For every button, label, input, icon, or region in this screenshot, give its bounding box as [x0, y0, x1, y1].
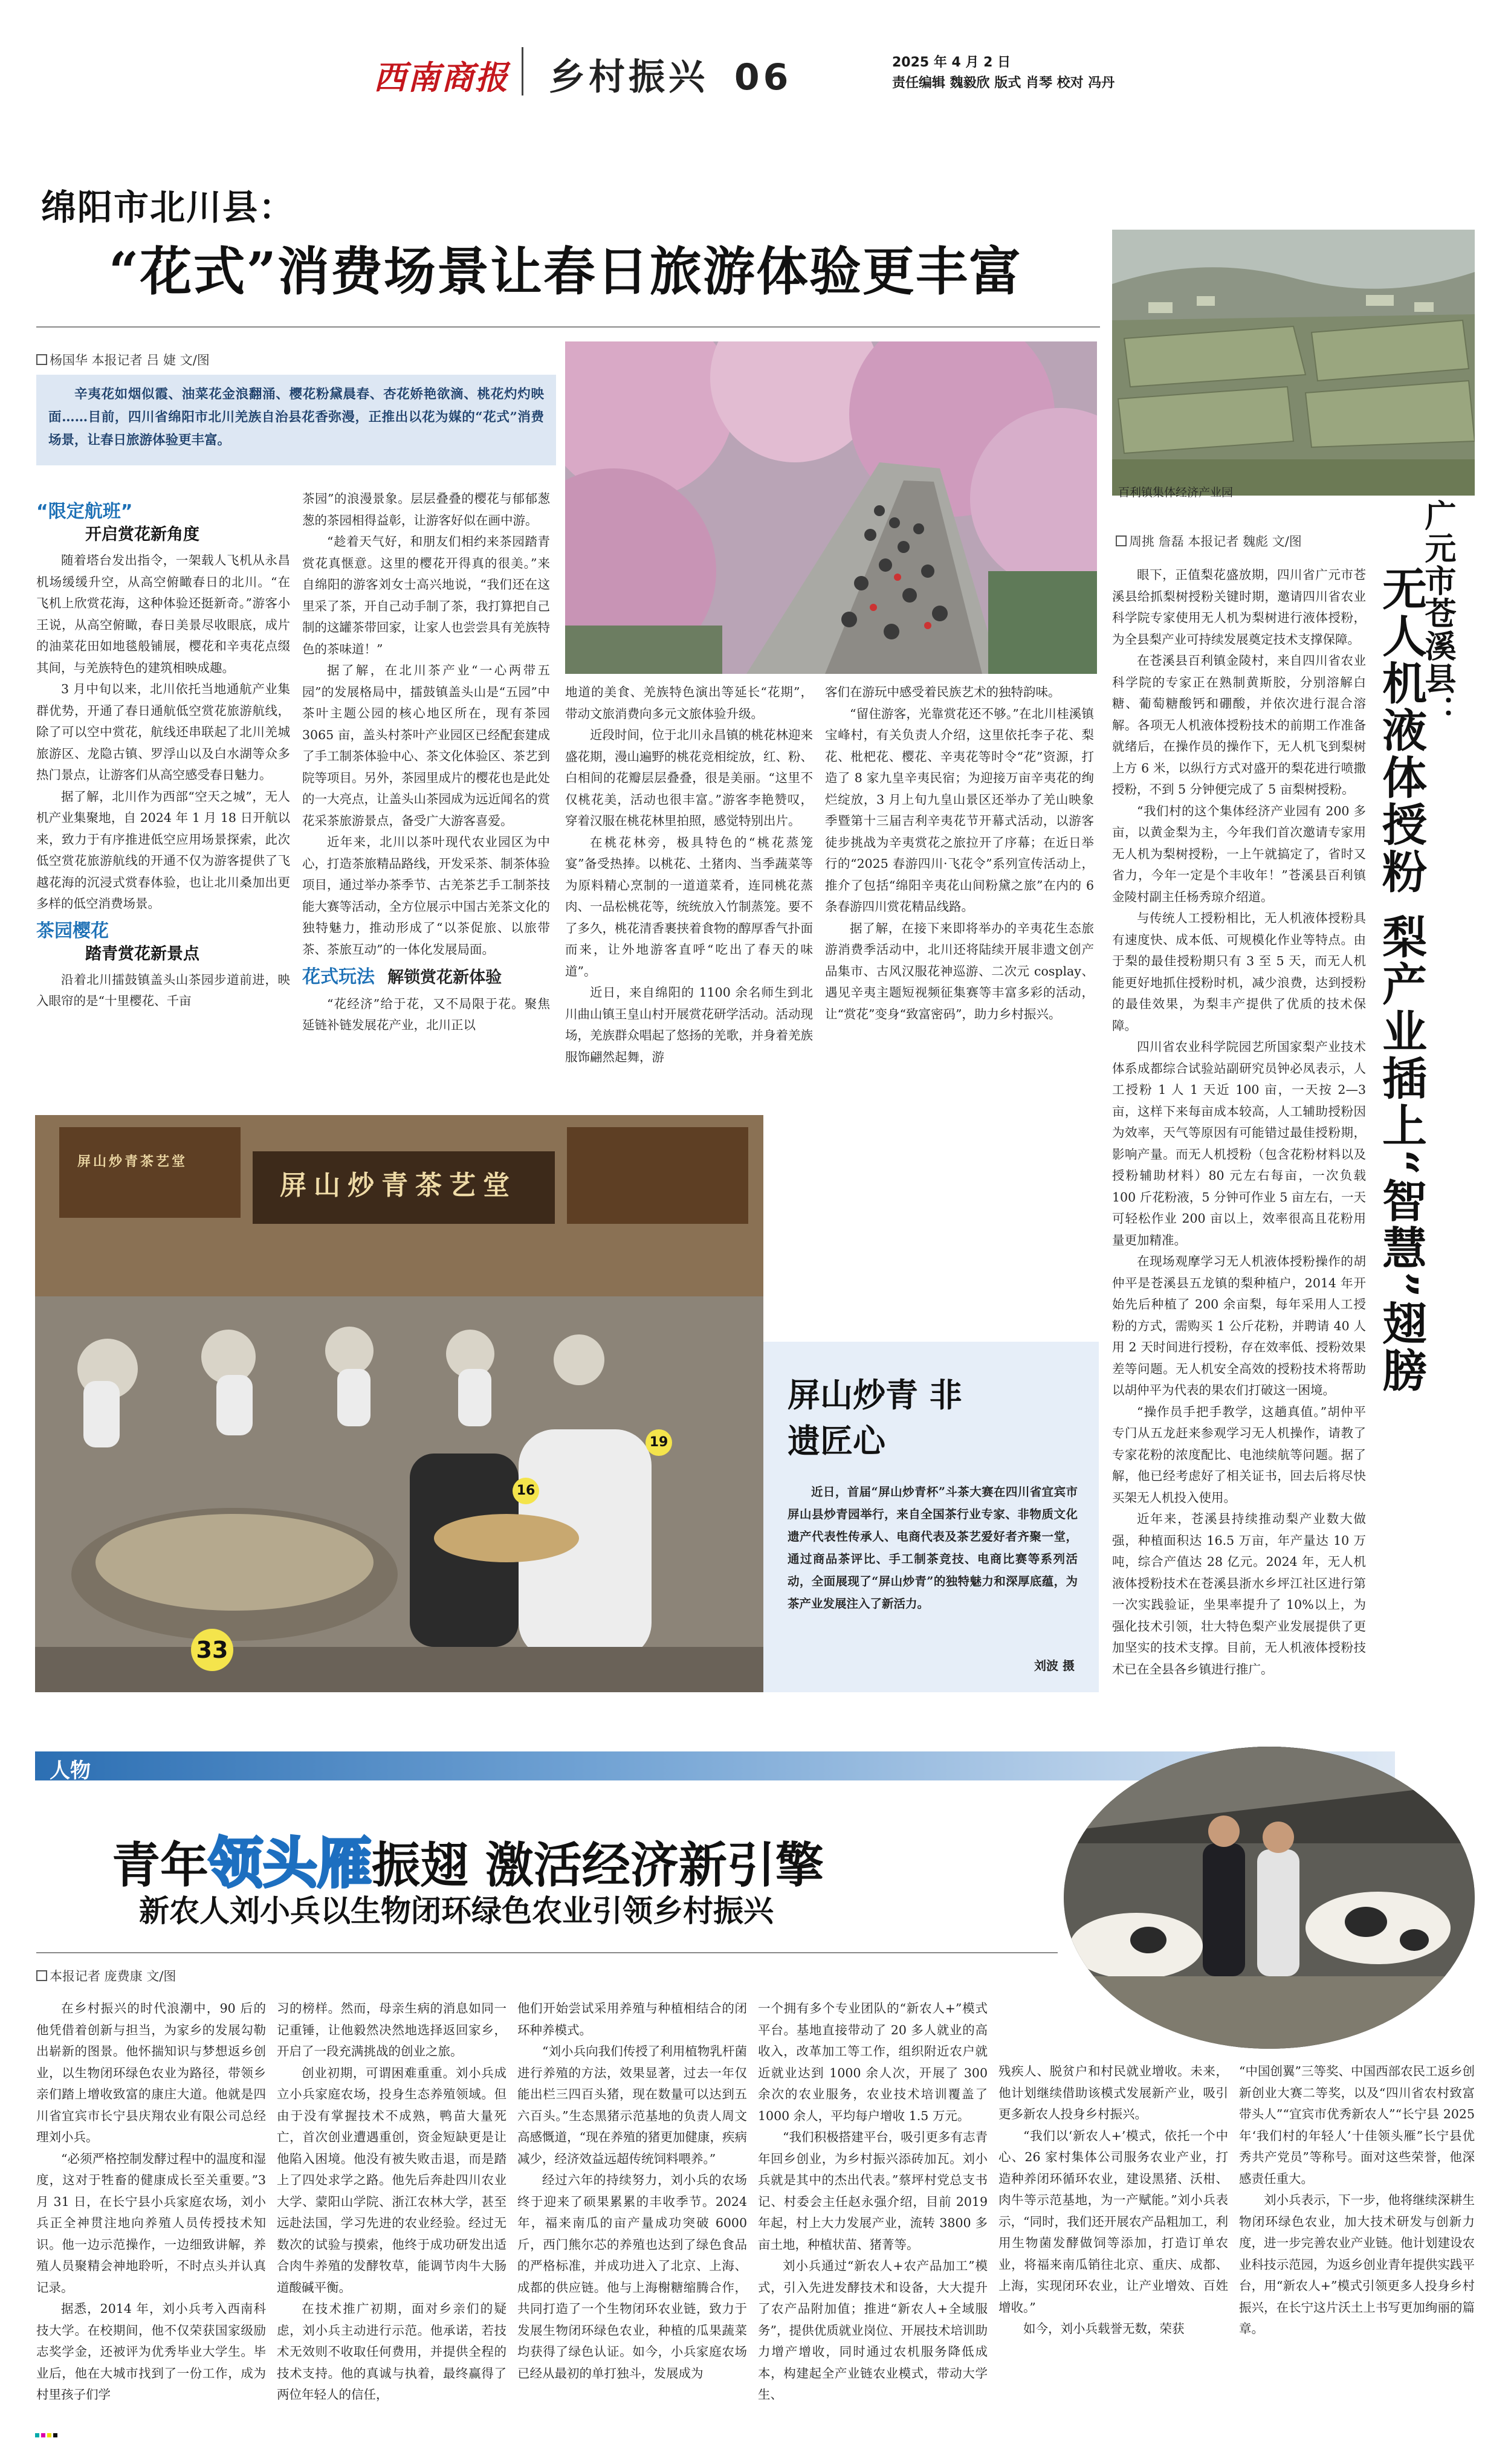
- paragraph: 习的榜样。然而，母亲生病的消息如同一记重锤，让他毅然决然地选择返回家乡，开启了一段充满挑战的创业之旅。: [277, 2001, 506, 2058]
- tea-sign-left: 屏山炒青茶艺堂: [77, 1154, 188, 1169]
- article2-byline: 周挑 詹磊 本报记者 魏彪 文/图: [1116, 532, 1302, 550]
- article1-col2: [302, 488, 550, 1105]
- blossom-illustration: [565, 341, 1097, 674]
- contestant-number: 16: [513, 1478, 539, 1504]
- article1-byline: 杨国华 本报记者 吕 婕 文/图: [36, 351, 210, 369]
- paragraph: 在乡村振兴的时代浪潮中，90 后的他凭借着创新与担当，为家乡的发展勾勒出崭新的图景。他怀揣知识与梦想返乡创业，以生物闭环绿色农业为路径，带领乡亲们踏上增收致富的康庄大道。他就是四川省宜宾市长宁县庆翔农业有限公司总经理刘小兵。: [36, 2001, 266, 2144]
- article3-col3: [517, 1998, 747, 2415]
- paragraph: 客们在游玩中感受着民族艺术的独特韵味。: [825, 685, 1061, 699]
- paragraph: “留住游客，光靠赏花还不够。”在北川桂溪镇宝峰村，有关负责人介绍，这里依托李子花、梨花、枇杷花、樱花、辛夷花等时令“花”资源，打造了 8 家九皇辛夷民宿；为迎接万亩辛夷花的绚烂绽放，3 月上旬九皇山景区还举办了羌山映象季暨第十三届吉利辛夷花节开幕式活动，以游客徒步挑战为辛夷赏花之旅拉开了序幕；在近日举行的“2025 春游四川·飞花令”系列宣传活动上，推介了包括“绵阳辛夷花山间粉黛之旅”在内的 6 条春游四川赏花精品线路。: [825, 706, 1094, 914]
- title-highlight: 领头雁: [209, 1831, 372, 1895]
- photo-tea-competition: [35, 1115, 763, 1692]
- article3-col5: [998, 2061, 1228, 2415]
- article1-rule: [36, 326, 1100, 328]
- article1-col4: [825, 682, 1094, 1105]
- mark-cyan: [35, 2433, 39, 2437]
- paragraph: 在苍溪县百利镇金陵村，来自四川省农业科学院的专家正在熟制黄斯胶，分别溶解白糖、葡萄糖酸钙和硼酸，并依次进行混合溶解。各项无人机液体授粉技术的前期工作准备就绪后，在操作员的操作下，无人机飞到梨树上方 6 米，以纵行方式对盛开的梨花进行喷撒授粉，不到 5 分钟便完成了 5 亩梨树授粉。: [1112, 653, 1366, 797]
- paragraph: 在技术推广初期，面对乡亲们的疑虑，刘小兵主动进行示范。他承诺，若技术无效则不收取任何费用，并提供全程的技术支持。他的真诚与执着，最终赢得了两位年轻人的信任，: [277, 2301, 506, 2402]
- subhead-cherry-key: 茶园樱花: [36, 920, 109, 942]
- paragraph: 近年来，北川以茶叶现代农业园区为中心，打造茶旅精品路线，开发采茶、制茶体验项目，通过举办茶季节、古羌茶艺手工制茶技能大赛等活动，全方位展示中国古羌茶文化的独特魅力，推动形成了“以茶促旅、以旅带茶、茶旅互动”的一体化发展局面。: [302, 835, 550, 957]
- mark-black: [53, 2433, 57, 2437]
- masthead: [35, 39, 1487, 105]
- pingshan-title: 屏山炒青 非遗匠心: [788, 1376, 962, 1460]
- paragraph: “操作员手把手教学，这趟真值。”胡仲平专门从五龙赶来参观学习无人机操作，请教了专家花粉的浓度配比、电池续航等问题。据了解，他已经考虑好了相关证书，回去后将尽快买架无人机投入使用。: [1112, 1404, 1366, 1505]
- paragraph: 一个拥有多个专业团队的“新农人+”模式平台。基地直接带动了 20 多人就业的高收入，改革加工等工作，组织附近农户就近就业达到 1000 余人次，开展了 300 余次的农业服务，农业技术培训覆盖了 1000 余人，平均每户增收 1.5 万元。: [758, 2001, 988, 2123]
- paragraph: 近年来，苍溪县持续推动梨产业数大做强，种植面积达 16.5 万亩，年产量达 10 万吨，综合产值达 28 亿元。2024 年，无人机液体授粉技术在苍溪县浙水乡坪江社区进行第一次实践验证，坐果率提升了 10%以上，为强化技术引领，壮大特色梨产业发展提供了更加坚实的技术支撑。目前，无人机液体授粉技术已在全县各乡镇进行推广。: [1112, 1512, 1366, 1677]
- paragraph: 刘小兵通过“新农人+农产品加工”模式，引入先进发酵技术和设备，大大提升了农产品附加值；推进“新农人+全域服务”，提供优质就业岗位、开展技术培训助力增产增收，同时通过农机服务降低成本，构建起全产业链农业模式，带动大学生、: [758, 2259, 988, 2402]
- paragraph: 在现场观摩学习无人机液体授粉操作的胡仲平是苍溪县五龙镇的梨种植户，2014 年开始先后种植了 200 余亩梨，每年采用人工授粉的方式，需购买 1 公斤花粉，并聘请 40 人用 2 天时间进行授粉，存在效率低、授粉效果差等问题。无人机安全高效的授粉技术将帮助以胡仲平为代表的果农们打破这一困境。: [1112, 1254, 1366, 1397]
- article1-col1: [36, 500, 290, 1105]
- article3-col6: [1239, 2061, 1475, 2415]
- paragraph: 沿着北川擂鼓镇盖头山茶园步道前进，映入眼帘的是“十里樱花、千亩: [36, 972, 290, 1008]
- section-title: [549, 48, 792, 100]
- paragraph: 地道的美食、羌族特色演出等延长“花期”，带动文旅消费向多元文旅体验升级。: [565, 685, 813, 721]
- article3-col2: [277, 1998, 506, 2415]
- paragraph: “刘小兵向我们传授了利用植物乳杆菌进行养殖的方法，效果显著，过去一年仅能出栏三四百头猪，现在数量可以达到五六百头。”生态黑猪示范基地的负责人周文高感慨道，“现在养殖的猪更加健康，疾病减少，经济效益远超传统饲料喂养。”: [517, 2044, 747, 2166]
- paragraph: 据了解，北川作为西部“空天之城”，无人机产业集聚地，自 2024 年 1 月 18 日开航以来，致力于有序推进低空应用场景探索，此次低空赏花旅游航线的开通不仅为游客提供了飞越花海的沉浸式赏春体验，也让北川桑加出更多样的低空消费场景。: [36, 789, 290, 911]
- subhead-play-key: 花式玩法: [302, 966, 375, 988]
- article3-col4: [758, 1998, 988, 2415]
- subhead-flight-sub: 开启赏花新角度: [85, 525, 199, 544]
- paragraph: 在桃花林旁，极具特色的“桃花蒸笼宴”备受热捧。以桃花、土猪肉、当季蔬菜等为原料精心烹制的一道道菜肴，连同桃花蒸肉、一品松桃花等，统统放入竹制蒸笼。要不了多久，桃花清香裹挟着食物的醇厚香气扑面而来，让外地游客直呼“吃出了春天的味道”。: [565, 835, 813, 978]
- subhead-play-sub: 解锁赏花新体验: [387, 968, 502, 987]
- title-pre: 青年: [112, 1837, 209, 1893]
- paragraph: 茶园”的浪漫景象。层层叠叠的樱花与郁郁葱葱的茶园相得益彰，让游客好似在画中游。: [302, 491, 550, 528]
- tea-sign: 屏山炒青茶艺堂: [280, 1170, 517, 1201]
- paragraph: 与传统人工授粉相比，无人机液体授粉具有速度快、成本低、可规模化作业等特点。由于梨的最佳授粉期只有 3 至 5 天，而无人机能更好地抓住授粉时机，减少浪费，达到授粉的最佳效果，为梨丰产提供了优质的技术保障。: [1112, 911, 1366, 1033]
- paragraph: “必须严格控制发酵过程中的温度和湿度，这对于牲畜的健康成长至关重要。”3 月 31 日，在长宁县小兵家庭农场，刘小兵正全神贯注地向养殖人员传授技术知识。他一边示范操作，一边细致讲解，养殖人员聚精会神地聆听，不时点头并认真记录。: [36, 2151, 266, 2295]
- paragraph: “我们村的这个集体经济产业园有 200 多亩，以黄金梨为主，今年我们首次邀请专家用无人机为梨树授粉，一上午就搞定了，省时又省力，今年一定是个丰收年！”苍溪县百利镇金陵村副主任杨秀琼介绍道。: [1112, 803, 1366, 904]
- orchard-illustration: [1112, 230, 1475, 496]
- paragraph: “花经济”给于花，又不局限于花。聚焦延链补链发展花产业，北川正以: [302, 996, 550, 1032]
- paragraph: 随着塔台发出指令，一架载人飞机从永昌机场缓缓升空，从高空俯瞰春日的北川。“在飞机上欣赏花海，这种体验还挺新奇。”游客小王说，从高空俯瞰，春日美景尽收眼底，成片的油菜花田如地毯般铺展，樱花和辛夷花点缀其间，与羌族特色的建筑相映成趣。: [36, 553, 290, 675]
- paragraph: 四川省农业科学院园艺所国家梨产业技术体系成都综合试验站副研究员钟必凤表示，人工授粉 1 人 1 天近 100 亩，一天按 2—3 亩，这样下来每亩成本较高，人工辅助授粉因为效率，天气等原因有可能错过最佳授粉期，影响产量。而无人机授粉（包含花粉材料以及授粉辅助材料）80 元左右每亩，一次负载 100 斤花粉液，5 分钟可作业 5 亩左右，一天可轻松作业 200 亩以上，效率很高且花粉用量更加精准。: [1112, 1040, 1366, 1247]
- paragraph: 近段时间，位于北川永昌镇的桃花林迎来盛花期，漫山遍野的桃花竞相绽放，红、粉、白相间的花瓣层层叠叠，很是美丽。“这里不仅桃花美，活动也很丰富。”游客李艳赞叹，穿着汉服在桃花林里拍照，感觉特别出片。: [565, 728, 813, 828]
- photo-cattle-farm: [1064, 1747, 1475, 2049]
- article3-byline: 本报记者 庞费康 文/图: [36, 1967, 176, 1985]
- paragraph: 据了解，在接下来即将举办的辛夷花生态旅游消费季活动中，北川还将陆续开展非遗文创产品集市、古风汉服花神巡游、二次元 cosplay、遇见辛夷主题短视频征集赛等丰富多彩的活动，让“赏花”变身“致富密码”，助力乡村振兴。: [825, 920, 1094, 1021]
- print-marks: [35, 2428, 59, 2440]
- paragraph: 经过六年的持续努力，刘小兵的农场终于迎来了硕果累累的丰收季节。2024 年，福来南瓜的亩产量成功突破 6000 斤，西门熊尔芯的养殖也达到了绿色食品的严格标准，并成功进入了北京、上海、成都的供应链。他与上海榭糖缩腾合作，共同打造了一个生物闭环农业链，致力于发展生物闭环绿色农业，种植的瓜果蔬菜均获得了绿色认证。如今，小兵家庭农场已经从最初的单打独斗，发展成为: [517, 2173, 747, 2381]
- article2-title: [1377, 499, 1474, 1635]
- paragraph: 他们开始尝试采用养殖与种植相结合的闭环种养模式。: [517, 2001, 747, 2037]
- paragraph: 创业初期，可谓困难重重。刘小兵成立小兵家庭农场，投身生态养殖领域。但由于没有掌握技术不成熟，鸭苗大量死亡，首次创业遭遇重创，资金短缺更是让他陷入困境。他没有被失败击退，而是踏上了四处求学之路。他先后奔赴四川农业大学、蒙阳山学院、浙江农林大学，甚至远赴法国，学习先进的农业经验。经过无数次的试验与摸索，他终于成功研发出适合肉牛养殖的发酵牧草，能调节肉牛大肠道酸碱平衡。: [277, 2065, 506, 2295]
- article1-col3: [565, 682, 813, 1105]
- orchard-caption: 百利镇集体经济产业园: [1118, 486, 1234, 499]
- paragraph: 3 月中旬以来，北川依托当地通航产业集群优势，开通了春日通航低空赏花旅游航线，除了可以空中赏花，航线还串联起了北川羌城旅游区、龙隐古镇、罗浮山以及白水湖等众多热门景点，让游客们从高空感受春日魅力。: [36, 682, 290, 782]
- paragraph: 眼下，正值梨花盛放期，四川省广元市苍溪县给抓梨树授粉关键时期，邀请四川省农业科学院专家使用无人机为梨树进行液体授粉，为全县梨产业可持续发展奠定技术支撑保障。: [1112, 567, 1366, 647]
- contestant-number: 33: [191, 1629, 233, 1671]
- paragraph: 残疾人、脱贫户和村民就业增收。未来，他计划继续借助该模式发展新产业，吸引更多新农人投身乡村振兴。: [998, 2064, 1228, 2121]
- paragraph: 据了解，在北川茶产业“一心两带五园”的发展格局中，擂鼓镇盖头山是“五园”中茶叶主题公园的核心地区所在，现有茶园 3065 亩，盖头村茶叶产业园区已经配套建成了手工制茶体验中心、茶文化体验区、茶艺到院等项目。另外，茶园里成片的樱花也是此处的一大亮点，让盖头山茶园成为远近闻名的赏花采茶旅游景点，备受广大游客喜爱。: [302, 663, 550, 828]
- mark-yellow: [47, 2433, 51, 2437]
- article2-headline: 无人机液体授粉 梨产业插上“智慧”翅膀: [1375, 566, 1427, 1394]
- article3-rule: [36, 1952, 1058, 1953]
- photo-pear-orchard: [1112, 230, 1475, 496]
- masthead-divider: [522, 47, 523, 95]
- mark-magenta: [41, 2433, 45, 2437]
- lead-text: 辛夷花如烟似霞、油菜花金浪翻涌、樱花粉黛晨春、杏花娇艳欲滴、桃花灼灼映面……目前，四川省绵阳市北川羌族自治县花香弥漫，正推出以花为媒的“花式”消费场景，让春日旅游体验更丰富。: [48, 387, 544, 448]
- pingshan-text: 近日，首届“屏山炒青杯”斗茶大赛在四川省宜宾市屏山县炒青园举行，来自全国茶行业专家、非物质文化遗产代表性传承人、电商代表及茶艺爱好者齐聚一堂，通过商品茶评比、手工制茶竞技、电商比赛等系列活动，全面展现了“屏山炒青”的独特魅力和深厚底蕴，为茶产业发展注入了新活力。: [788, 1485, 1078, 1611]
- masthead-editors: 责任编辑 魏毅欣 版式 肖琴 校对 冯丹: [892, 76, 1115, 91]
- paragraph: 据悉，2014 年，刘小兵考入西南科技大学。在校期间，他不仅荣获国家级励志奖学金，还被评为优秀毕业大学生。毕业后，他在大城市找到了一份工作，成为村里孩子们学: [36, 2301, 266, 2402]
- article3-col1: [36, 1998, 266, 2415]
- paragraph: “中国创翼”三等奖、中国西部农民工返乡创新创业大赛二等奖，以及“四川省农村致富带头人”“宜宾市优秀新农人”“长宁县 2025 年‘我们村的年轻人’十佳领头雁”长宁县优秀共产党员”等称号。面对这些荣誉，他深感责任重大。: [1239, 2064, 1475, 2186]
- cattle-illustration: [1064, 1747, 1475, 2049]
- paragraph: 如今，刘小兵载誉无数，荣获: [1023, 2321, 1185, 2336]
- section-name: 乡村振兴: [549, 56, 708, 99]
- paragraph: “我们积极搭建平台，吸引更多有志青年回乡创业，为乡村振兴添砖加瓦。刘小兵就是其中的杰出代表。”蔡坪村党总支书记、村委会主任赵永强介绍，目前 2019 年起，村上大力发展产业，流转 3800 多亩土地，种植状苗、猪菁等。: [758, 2130, 988, 2252]
- article2-body: [1112, 564, 1366, 1689]
- article3-subtitle: 新农人刘小兵以生物闭环绿色农业引领乡村振兴: [139, 1893, 774, 1929]
- subhead-play: [302, 966, 550, 990]
- article3-title: [112, 1819, 824, 1898]
- subhead-cherry: [36, 920, 290, 966]
- article1-title: “花式”消费场景让春日旅游体验更丰富: [109, 241, 1022, 302]
- page-number: 06: [734, 56, 792, 99]
- subhead-cherry-sub: 踏青赏花新景点: [85, 944, 199, 963]
- contestant-number: 19: [645, 1429, 672, 1456]
- title-post: 振翅 激活经济新引擎: [372, 1837, 824, 1893]
- subhead-flight-key: “限定航班”: [36, 501, 133, 522]
- article1-lead: [36, 375, 556, 465]
- masthead-date: 2025 年 4 月 2 日: [892, 55, 1011, 70]
- paragraph: “趁着天气好，和朋友们相约来茶园踏青赏花真惬意。这里的樱花开得真的很美。”来自绵阳的游客刘女士高兴地说，“我们还在这里采了茶，开自己动手制了茶，我打算把自己制的这罐茶带回家，让家人也尝尝具有羌族特色的茶味道！”: [302, 534, 550, 656]
- subhead-flight: [36, 500, 290, 546]
- pingshan-credit: 刘波 摄: [1034, 1658, 1075, 1673]
- paragraph: “我们以‘新农人+’模式，依托一个中心、26 家村集体公司服务农业产业，打造种养闭环循环农业，建设黑猪、沃柑、肉牛等示范基地，为一产赋能。”刘小兵表示，“同时，我们还开展农产品粗加工，利用生物菌发酵做饲等添加，打造订单农业，将福来南瓜销往北京、重庆、成都、上海，实现闭环农业，让产业增效、百姓增收。”: [998, 2128, 1228, 2315]
- article1-kicker: 绵阳市北川县：: [41, 187, 296, 228]
- logo: 西南商报: [374, 58, 509, 97]
- paragraph: 近日，来自绵阳的 1100 余名师生到北川曲山镇王皇山村开展赏花研学活动。活动现场，羌族群众唱起了悠扬的羌歌，并身着羌族服饰翩然起舞，游: [565, 985, 813, 1064]
- people-tag: 人物: [50, 1759, 91, 1783]
- paragraph: 刘小兵表示，下一步，他将继续深耕生物闭环绿色农业，加大技术研发与创新力度，进一步完善农业产业链。他计划建设农业科技示范园，为返乡创业青年提供实践平台，用“新农人+”模式引领更多人投身乡村振兴，在长宁这片沃土上书写更加绚丽的篇章。: [1239, 2193, 1475, 2336]
- pingshan-box: [763, 1342, 1099, 1692]
- article2-kicker: 广元市苍溪县：: [1419, 499, 1456, 728]
- photo-blossom-trail: [565, 341, 1097, 674]
